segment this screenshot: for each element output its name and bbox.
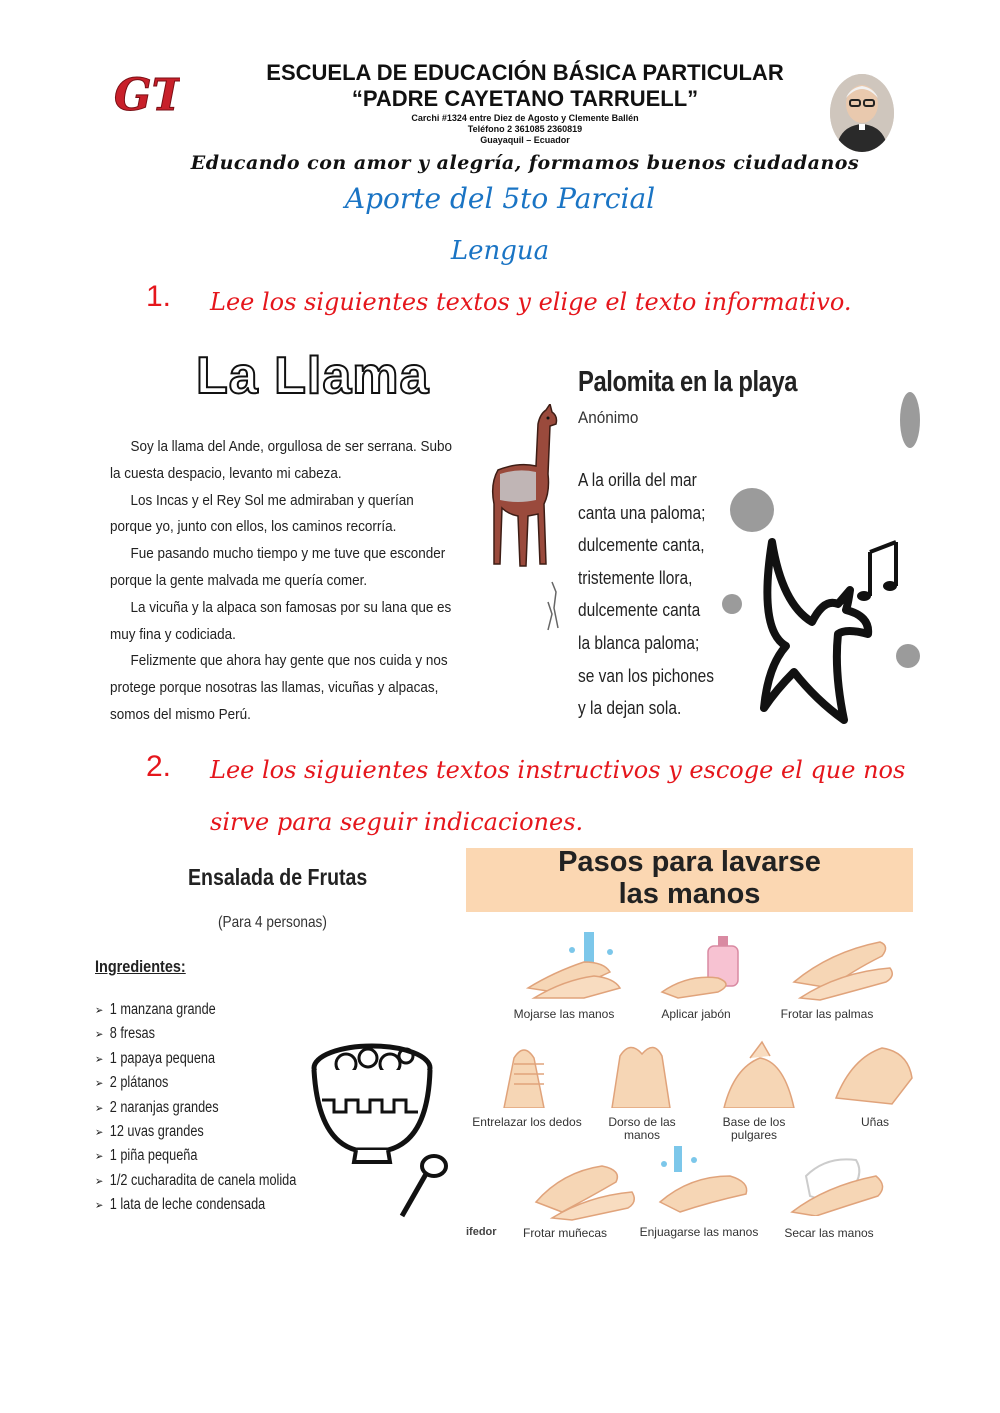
- arrow-bullet-icon: ➢: [95, 1076, 104, 1091]
- llama-paragraph: La vicuña y la alpaca son famosas por su lana que es muy fina y codiciada.: [110, 599, 452, 643]
- step-label: Aplicar jabón: [661, 1007, 731, 1021]
- soap-icon: [658, 932, 768, 1002]
- ingredients-title: Ingredientes:: [95, 957, 186, 976]
- handwash-title-line1: Pasos para lavarse: [558, 846, 821, 878]
- school-phone: Teléfono 2 361085 2360819: [467, 124, 583, 134]
- llama-text: [110, 434, 456, 729]
- poem-line: tristemente llora,: [578, 567, 693, 588]
- list-item: ➢ 1/2 cucharadita de canela molida: [95, 1169, 296, 1193]
- question-2-text-line1: Lee los siguientes textos instructivos y escoge el que nos: [210, 756, 906, 784]
- arrow-bullet-icon: ➢: [95, 1003, 104, 1017]
- arrow-bullet-icon: ➢: [95, 1051, 104, 1066]
- ingredients-list: [95, 998, 296, 1218]
- poem-line: canta una paloma;: [578, 502, 706, 523]
- llama-paragraph: Los Incas y el Rey Sol me admiraban y querían porque yo, junto con ellos, los caminos recorría.: [110, 492, 414, 536]
- dove-illustration-icon: [720, 390, 920, 730]
- fruit-bowl-icon: [306, 1030, 456, 1226]
- poem-line: la blanca paloma;: [578, 632, 700, 653]
- school-logo: [110, 66, 180, 122]
- school-address: Carchi #1324 entre Diez de Agosto y Clemente Ballén: [411, 113, 639, 123]
- poem-line: A la orilla del mar: [578, 470, 697, 490]
- step-label: Enjuagarse las manos: [639, 1225, 759, 1239]
- step-label: Entrelazar los dedos: [472, 1115, 582, 1129]
- arrow-bullet-icon: ➢: [95, 1100, 104, 1115]
- step-label: Mojarse las manos: [513, 1007, 615, 1021]
- handwash-title-line2: las manos: [618, 878, 761, 910]
- thumb-base-icon: [714, 1038, 804, 1108]
- list-item: ➢ 2 plátanos: [95, 1071, 296, 1095]
- arrow-bullet-icon: ➢: [95, 1198, 104, 1213]
- step-label: Frotar las palmas: [780, 1007, 874, 1021]
- school-motto: Educando con amor y alegría, formamos buenos ciudadanos: [190, 152, 860, 174]
- watermark: ifedor: [466, 1226, 497, 1238]
- list-item: ➢ 1 lata de leche condensada: [95, 1193, 296, 1217]
- list-item: ➢ 1 manzana grande: [95, 998, 296, 1022]
- handwash-title: [466, 846, 913, 910]
- question-2-text-line2: sirve para seguir indicaciones.: [210, 808, 584, 836]
- list-item: ➢ 1 piña pequeña: [95, 1144, 296, 1168]
- list-item: ➢ 2 naranjas grandes: [95, 1096, 296, 1120]
- poem-line: dulcemente canta,: [578, 535, 705, 556]
- step-label: Dorso de las manos: [608, 1115, 676, 1142]
- question-1-number: 1.: [146, 280, 172, 313]
- llama-paragraph: Soy la llama del Ande, orgullosa de ser serrana. Subo la cuesta despacio, levanto mi cabeza.: [110, 439, 453, 482]
- nails-icon: [832, 1038, 922, 1108]
- llama-small-sketch-icon: [542, 578, 562, 634]
- school-name-line2: “PADRE CAYETANO TARRUELL”: [351, 86, 699, 111]
- rub-wrists-icon: [532, 1152, 642, 1222]
- priest-portrait-icon: [830, 74, 894, 152]
- rinse-hands-icon: [650, 1146, 760, 1216]
- subject-title: Lengua: [450, 236, 550, 266]
- poem-line: se van los pichones: [578, 665, 714, 686]
- step-label: Uñas: [860, 1115, 889, 1129]
- arrow-bullet-icon: ➢: [95, 1125, 104, 1140]
- list-item: ➢ 12 uvas grandes: [95, 1120, 296, 1144]
- page-title: Aporte del 5to Parcial: [344, 182, 656, 215]
- poem-line: dulcemente canta: [578, 600, 701, 621]
- llama-illustration-icon: [488, 404, 562, 574]
- step-label: Secar las manos: [784, 1226, 874, 1240]
- palomita-author: Anónimo: [578, 408, 639, 427]
- ensalada-subtitle: (Para 4 personas): [218, 914, 327, 931]
- arrow-bullet-icon: ➢: [95, 1149, 104, 1164]
- list-item: ➢ 8 fresas: [95, 1022, 296, 1046]
- wet-hands-icon: [524, 932, 634, 1002]
- rub-palms-icon: [790, 932, 900, 1002]
- palomita-title: Palomita en la playa: [578, 366, 798, 398]
- llama-paragraph: Felizmente que ahora hay gente que nos cuida y nos protege porque nosotras las llamas, vicuñas y alpacas, somos del mismo Perú.: [110, 653, 448, 723]
- llama-paragraph: Fue pasando mucho tiempo y me tuve que esconder porque la gente malvada me quería comer.: [110, 546, 446, 589]
- back-of-hands-icon: [596, 1038, 686, 1108]
- school-city: Guayaquil – Ecuador: [480, 135, 570, 145]
- question-1-text: Lee los siguientes textos y elige el texto informativo.: [210, 288, 852, 316]
- llama-title: La Llama: [196, 347, 430, 405]
- poem-line: y la dejan sola.: [578, 698, 682, 719]
- ensalada-title: Ensalada de Frutas: [188, 864, 368, 890]
- step-label: Frotar muñecas: [522, 1226, 608, 1240]
- logo-letters: GT: [114, 70, 180, 121]
- palomita-poem: [578, 464, 714, 725]
- list-item: ➢ 1 papaya pequena: [95, 1047, 296, 1071]
- step-label: Base de los pulgares: [722, 1115, 786, 1142]
- interlace-fingers-icon: [484, 1038, 574, 1108]
- question-2-number: 2.: [146, 750, 172, 783]
- school-name-line1: ESCUELA DE EDUCACIÓN BÁSICA PARTICULAR: [266, 60, 784, 85]
- arrow-bullet-icon: ➢: [95, 1027, 104, 1042]
- arrow-bullet-icon: ➢: [95, 1173, 104, 1188]
- dry-hands-icon: [786, 1146, 896, 1216]
